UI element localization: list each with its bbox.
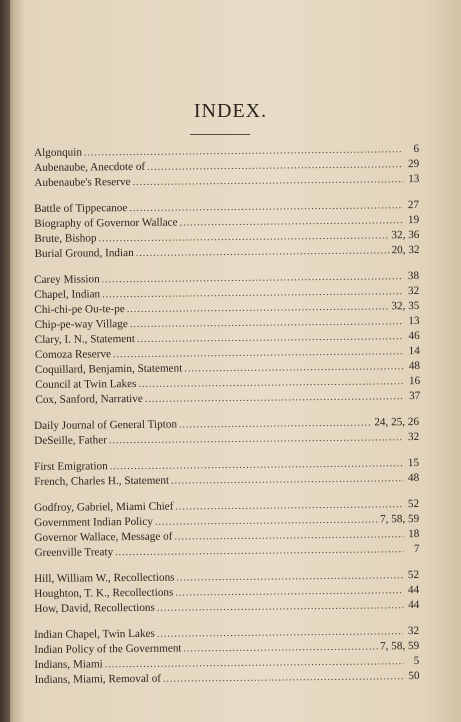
index-entry bbox=[34, 430, 419, 449]
index-entry-page: 6 bbox=[413, 142, 420, 156]
index-entry-label: Godfroy, Gabriel, Miami Chief bbox=[34, 500, 174, 514]
index-group bbox=[34, 624, 420, 688]
index-entry-label: Coquillard, Benjamin, Statement bbox=[34, 362, 183, 376]
index-entry-page: 48 bbox=[407, 471, 420, 485]
index-entry-label: French, Charles H., Statement bbox=[34, 474, 170, 488]
index-entry-page: 13 bbox=[408, 314, 420, 328]
index-entry-label: Burial Ground, Indian bbox=[34, 246, 134, 260]
index-group bbox=[34, 497, 420, 561]
title-rule bbox=[190, 134, 250, 135]
index-entry-label: Indians, Miami bbox=[34, 658, 103, 671]
index-entry-page: 52 bbox=[407, 497, 420, 511]
index-entry-label: Chip-pe-way Village bbox=[34, 318, 128, 331]
index-entry bbox=[34, 669, 419, 688]
index-entry-label: Governor Wallace, Message of bbox=[34, 530, 173, 544]
index-entry-page: 50 bbox=[408, 669, 420, 683]
index-entry-page: 37 bbox=[409, 389, 421, 403]
index-entry-page: 32 bbox=[407, 430, 420, 444]
index-group bbox=[34, 456, 419, 490]
dot-leader bbox=[132, 172, 403, 190]
index-entry-page: 7 bbox=[413, 542, 420, 556]
index-entry-page: 7, 58, 59 bbox=[379, 512, 420, 526]
index-entry-label: Indian Policy of the Government bbox=[34, 642, 182, 656]
index-entry-label: Houghton, T. K., Recollections bbox=[34, 586, 174, 600]
index-entry-page: 52 bbox=[407, 568, 420, 582]
index-entry-label: DeSeille, Father bbox=[34, 434, 107, 447]
index-entry bbox=[35, 389, 420, 408]
index-entry-label: Aubenaube, Anecdote of bbox=[34, 160, 146, 174]
index-entry-page: 48 bbox=[408, 359, 421, 373]
dot-leader bbox=[171, 471, 403, 488]
index-entry-label: Chi-chi-pe Ou-te-pe bbox=[34, 303, 125, 316]
dot-leader bbox=[136, 243, 390, 261]
dot-leader bbox=[109, 430, 403, 448]
index-entry-page: 44 bbox=[408, 598, 420, 612]
index-entry bbox=[34, 542, 419, 561]
index-entry-label: Aubenaube's Reserve bbox=[34, 175, 131, 189]
index-entry-page: 46 bbox=[408, 329, 420, 343]
index-entry-page: 29 bbox=[407, 157, 420, 171]
dot-leader bbox=[163, 669, 404, 687]
index-group bbox=[34, 198, 420, 262]
index-entry-label: Cox, Sanford, Narrative bbox=[35, 392, 143, 406]
index-entry bbox=[34, 172, 419, 191]
index-group bbox=[34, 415, 419, 449]
index-entry-label: How, David, Recollections bbox=[34, 601, 155, 615]
dot-leader bbox=[157, 598, 404, 616]
index-entry-label: First Emigration bbox=[34, 460, 108, 473]
index-entry-page: 13 bbox=[408, 172, 420, 186]
index-entry-label: Greenville Treaty bbox=[34, 546, 114, 559]
index-entry-label: Hill, William W., Recollections bbox=[34, 571, 175, 585]
index-entry-page: 32 bbox=[407, 284, 420, 298]
index-entry bbox=[34, 598, 419, 617]
index-group bbox=[34, 568, 419, 617]
index-entry-label: Indian Chapel, Twin Lakes bbox=[34, 627, 155, 641]
index-entry-page: 27 bbox=[407, 198, 420, 212]
index-entry-page: 16 bbox=[408, 374, 421, 388]
index-entry-label: Clary, I. N., Statement bbox=[34, 332, 136, 346]
index-entry-label: Chapel, Indian bbox=[34, 288, 101, 301]
index-entry-label: Comoza Reserve bbox=[34, 348, 112, 361]
index-entry bbox=[34, 243, 419, 262]
index-entry-page: 19 bbox=[407, 213, 420, 227]
dot-leader bbox=[145, 389, 405, 407]
index-entry-label: Indians, Miami, Removal of bbox=[34, 672, 162, 686]
index-entry-page: 32, 35 bbox=[391, 299, 420, 313]
index-entry-label: Council at Twin Lakes bbox=[35, 377, 137, 391]
index-entry-label: Algonquin bbox=[34, 146, 82, 159]
index-entry bbox=[34, 471, 419, 490]
index-entry-label: Biography of Governor Wallace bbox=[34, 216, 178, 230]
index-entry-page: 38 bbox=[407, 269, 420, 283]
index-entry-page: 24, 25, 26 bbox=[374, 415, 420, 429]
index-entry-page: 7, 58, 59 bbox=[379, 639, 420, 653]
index-entry-page: 5 bbox=[413, 654, 420, 668]
index-group bbox=[34, 142, 419, 191]
index-entry-page: 20, 32 bbox=[391, 243, 420, 257]
index-entry-page: 14 bbox=[408, 344, 420, 358]
index-entry-label: Government Indian Policy bbox=[34, 515, 153, 529]
index-entry-label: Daily Journal of General Tipton bbox=[34, 418, 178, 432]
index-list bbox=[34, 142, 421, 699]
page-title: INDEX. bbox=[193, 100, 268, 122]
dot-leader bbox=[115, 542, 404, 560]
index-entry-label: Brute, Bishop bbox=[34, 232, 97, 245]
index-entry-label: Carey Mission bbox=[34, 273, 100, 286]
index-entry-page: 32, 36 bbox=[391, 228, 420, 242]
index-entry-page: 15 bbox=[407, 456, 420, 470]
index-group bbox=[34, 269, 420, 408]
index-entry-page: 32 bbox=[407, 624, 420, 638]
index-entry-page: 18 bbox=[408, 527, 420, 541]
index-entry-label: Battle of Tippecanoe bbox=[34, 202, 128, 215]
index-entry-page: 44 bbox=[407, 583, 420, 597]
